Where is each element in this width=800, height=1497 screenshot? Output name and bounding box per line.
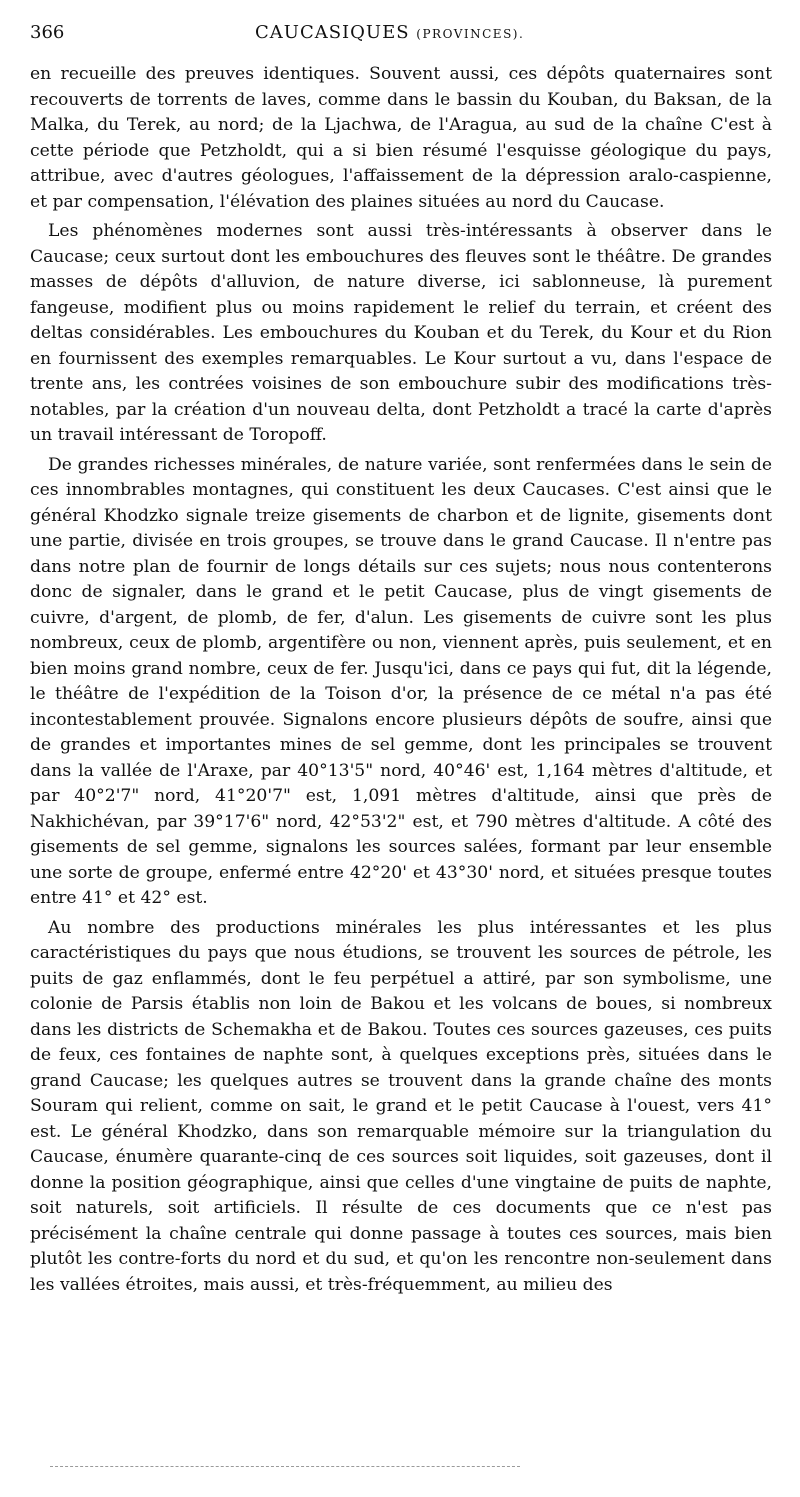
running-title	[255, 18, 524, 49]
paragraph-2: Les phénomènes modernes sont aussi très-intéressants à observer dans le Caucase; ceux surtout dont les embouchures des fleuves sont le théâtre. De grandes masses de dépôts d'alluvion, de nature diverse, ici sablonneuse, là purement fangeuse, modifient plus ou moins rapidement le relief du terrain, et créent des deltas considérables. Les embouchures du Kouban et du Terek, du Kour et du Rion en fournissent des exemples remarquables. Le Kour surtout a vu, dans l'espace de trente ans, les contrées voisines de son embouchure subir des modifications très-notables, par la création d'un nouveau delta, dont Petzholdt a tracé la carte d'après un travail intéressant de Toropoff.	[30, 221, 772, 445]
page-number: 366	[30, 22, 65, 43]
footer-rule	[50, 1466, 520, 1467]
running-title-sub: (PROVINCES).	[416, 27, 525, 41]
book-page	[30, 18, 772, 1302]
paragraph-3: De grandes richesses minérales, de nature variée, sont renfermées dans le sein de ces innombrables montagnes, qui constituent les deux Caucases. C'est ainsi que le général Khodzko signale treize gisements de charbon et de lignite, gisements dont une partie, divisée en trois groupes, se trouve dans le grand Caucase. Il n'entre pas dans notre plan de fournir de longs détails sur ces sujets; nous nous contenterons donc de signaler, dans le grand et le petit Caucase, plus de vingt gisements de cuivre, d'argent, de plomb, de fer, d'alun. Les gisements de cuivre sont les plus nombreux, ceux de plomb, argentifère ou non, viennent après, puis seulement, et en bien moins grand nombre, ceux de fer. Jusqu'ici, dans ce pays qui fut, dit la légende, le théâtre de l'expédition de la Toison d'or, la présence de ce métal n'a pas été incontestablement prouvée. Signalons encore plusieurs dépôts de soufre, ainsi que de grandes et importantes mines de sel gemme, dont les principales se trouvent dans la vallée de l'Araxe, par 40°13'5" nord, 40°46' est, 1,164 mètres d'altitude, et par 40°2'7" nord, 41°20'7" est, 1,091 mètres d'altitude, ainsi que près de Nakhichévan, par 39°17'6" nord, 42°53'2" est, et 790 mètres d'altitude. A côté des gisements de sel gemme, signalons les sources salées, formant par leur ensemble une sorte de groupe, enfermé entre 42°20' et 43°30' nord, et situées presque toutes entre 41° et 42° est.	[30, 454, 772, 908]
paragraph-1: en recueille des preuves identiques. Souvent aussi, ces dépôts quaternaires sont recouverts de torrents de laves, comme dans le bassin du Kouban, du Baksan, de la Malka, du Terek, au nord; de la Ljachwa, de l'Aragua, au sud de la chaîne C'est à cette période que Petzholdt, qui a si bien résumé l'esquisse géologique du pays, attribue, avec d'autres géologues, l'affaissement de la dépression aralo-caspienne, et par compensation, l'élévation des plaines situées au nord du Caucase.	[30, 64, 772, 212]
running-head	[30, 18, 772, 48]
body-text	[30, 62, 772, 1298]
running-title-main: CAUCASIQUES	[255, 22, 410, 43]
paragraph-4: Au nombre des productions minérales les plus intéressantes et les plus caractéristiques du pays que nous étudions, se trouvent les sources de pétrole, les puits de gaz enflammés, dont le feu perpétuel a attiré, par son symbolisme, une colonie de Parsis établis non loin de Bakou et les volcans de boues, si nombreux dans les districts de Schemakha et de Bakou. Toutes ces sources gazeuses, ces puits de feux, ces fontaines de naphte sont, à quelques exceptions près, situées dans le grand Caucase; les quelques autres se trouvent dans la grande chaîne des monts Souram qui relient, comme on sait, le grand et le petit Caucase à l'ouest, vers 41° est. Le général Khodzko, dans son remarquable mémoire sur la triangulation du Caucase, énumère quarante-cinq de ces sources soit liquides, soit gazeuses, dont il donne la position géographique, ainsi que celles d'une vingtaine de puits de naphte, soit naturels, soit artificiels. Il résulte de ces documents que ce n'est pas précisément la chaîne centrale qui donne passage à toutes ces sources, mais bien plutôt les contre-forts du nord et du sud, et qu'on les rencontre non-seulement dans les vallées étroites, mais aussi, et très-fréquemment, au milieu des	[30, 917, 772, 1295]
